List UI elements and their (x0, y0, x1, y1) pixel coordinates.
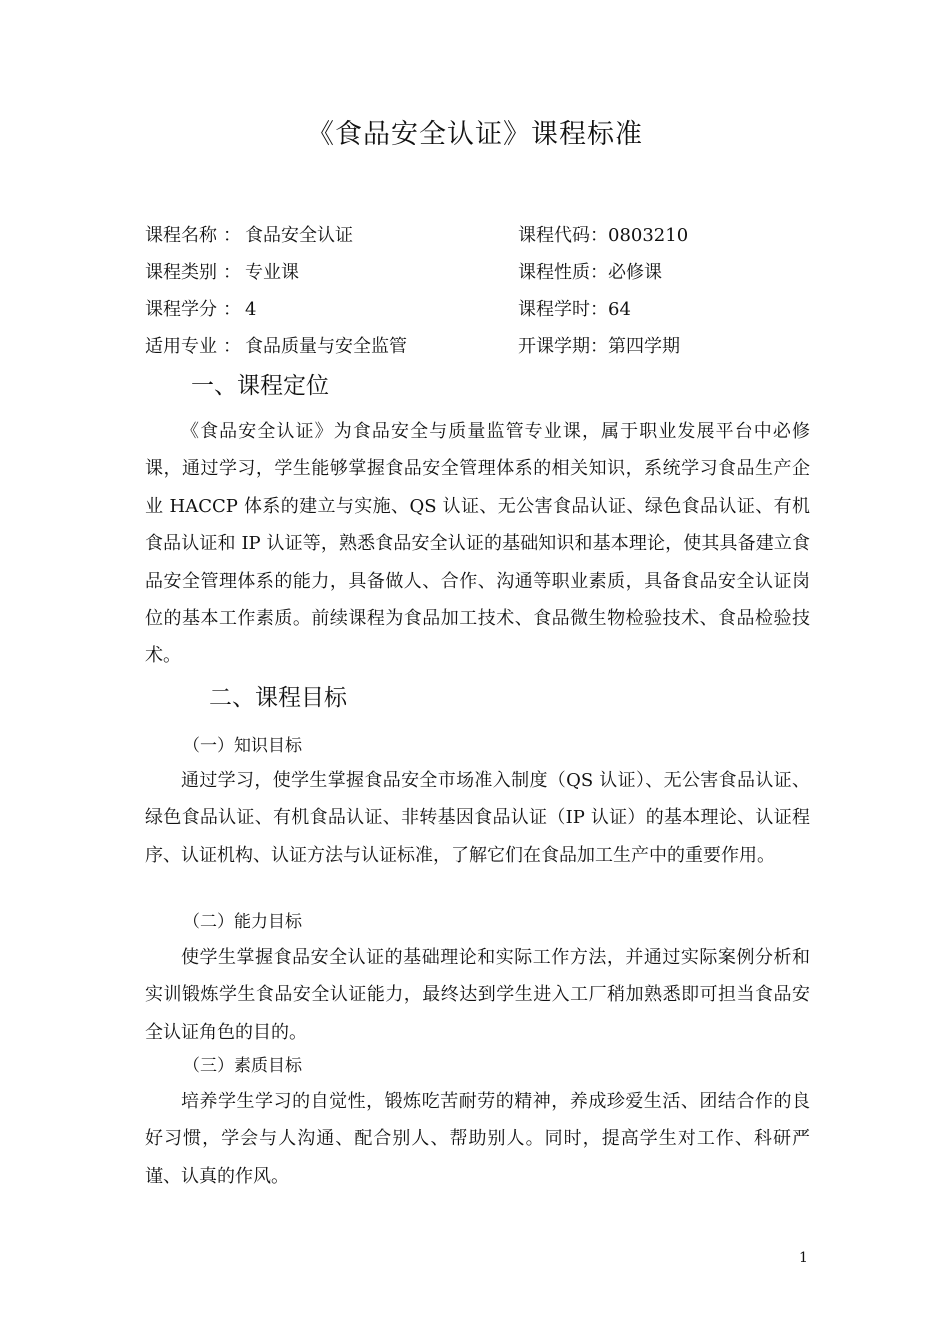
course-nature-field (518, 258, 662, 284)
meta-row-major (145, 332, 845, 358)
course-code-label: 课程代码： (518, 225, 608, 246)
course-credit-value: 4 (245, 299, 257, 320)
course-credit-label: 课程学分 (145, 299, 217, 320)
positioning-paragraph: 《食品安全认证》为食品安全与质量监管专业课，属于职业发展平台中必修课，通过学习，学生能够掌握食品安全管理体系的相关知识，系统学习食品生产企业 HACCP 体系的建立与实施、QS 认证、无公害食品认证、绿色食品认证、有机食品认证和 IP 认证等，熟悉食品安全认证的基础知识和基本理论，使其具备建立食品安全管理体系的能力，具备做人、合作、沟通等职业素质，具备食品安全认证岗位的基本工作素质。前续课程为食品加工技术、食品微生物检验技术、食品检验技术。 (145, 421, 810, 667)
subheading-ability: （二）能力目标 (183, 912, 302, 932)
course-major-value: 食品质量与安全监管 (245, 336, 407, 357)
course-hours-field (518, 295, 631, 321)
course-name-value: 食品安全认证 (245, 225, 353, 246)
course-type-label: 课程类别 (145, 262, 217, 283)
separator: ： (223, 262, 241, 283)
course-name-field (145, 221, 353, 247)
ability-paragraph: 使学生掌握食品安全认证的基础理论和实际工作方法，并通过实际案例分析和实训锻炼学生食品安全认证能力，最终达到学生进入工厂稍加熟悉即可担当食品安全认证角色的目的。 (145, 947, 810, 1043)
course-hours-value: 64 (608, 299, 631, 320)
course-term-label: 开课学期： (518, 336, 608, 357)
meta-row-type (145, 258, 845, 284)
section-heading-positioning: 一、课程定位 (191, 373, 329, 399)
quality-paragraph: 培养学生学习的自觉性，锻炼吃苦耐劳的精神，养成珍爱生活、团结合作的良好习惯，学会与人沟通、配合别人、帮助别人。同时，提高学生对工作、科研严谨、认真的作风。 (145, 1091, 810, 1187)
course-term-field (518, 332, 680, 358)
course-major-label: 适用专业 (145, 336, 217, 357)
course-code-field (518, 221, 688, 247)
course-nature-value: 必修课 (608, 262, 662, 283)
course-type-value: 专业课 (245, 262, 299, 283)
course-nature-label: 课程性质： (518, 262, 608, 283)
knowledge-paragraph: 通过学习，使学生掌握食品安全市场准入制度（QS 认证）、无公害食品认证、绿色食品认证、有机食品认证、非转基因食品认证（IP 认证）的基本理论、认证程序、认证机构、认证方法与认证标准，了解它们在食品加工生产中的重要作用。 (145, 770, 810, 866)
section-heading-objectives: 二、课程目标 (209, 685, 347, 711)
page-number: 1 (799, 1250, 808, 1266)
course-hours-label: 课程学时： (518, 299, 608, 320)
separator: ： (223, 336, 241, 357)
course-major-field (145, 332, 407, 358)
course-type-field (145, 258, 299, 284)
subheading-knowledge: （一）知识目标 (183, 736, 302, 756)
meta-row-name (145, 221, 845, 247)
separator: ： (223, 299, 241, 320)
course-term-value: 第四学期 (608, 336, 680, 357)
subheading-quality: （三）素质目标 (183, 1056, 302, 1076)
course-name-label: 课程名称 (145, 225, 217, 246)
course-credit-field (145, 295, 256, 321)
separator: ： (223, 225, 241, 246)
course-code-value: 0803210 (608, 225, 689, 246)
document-title: 《食品安全认证》课程标准 (307, 119, 643, 150)
meta-row-credit (145, 295, 845, 321)
